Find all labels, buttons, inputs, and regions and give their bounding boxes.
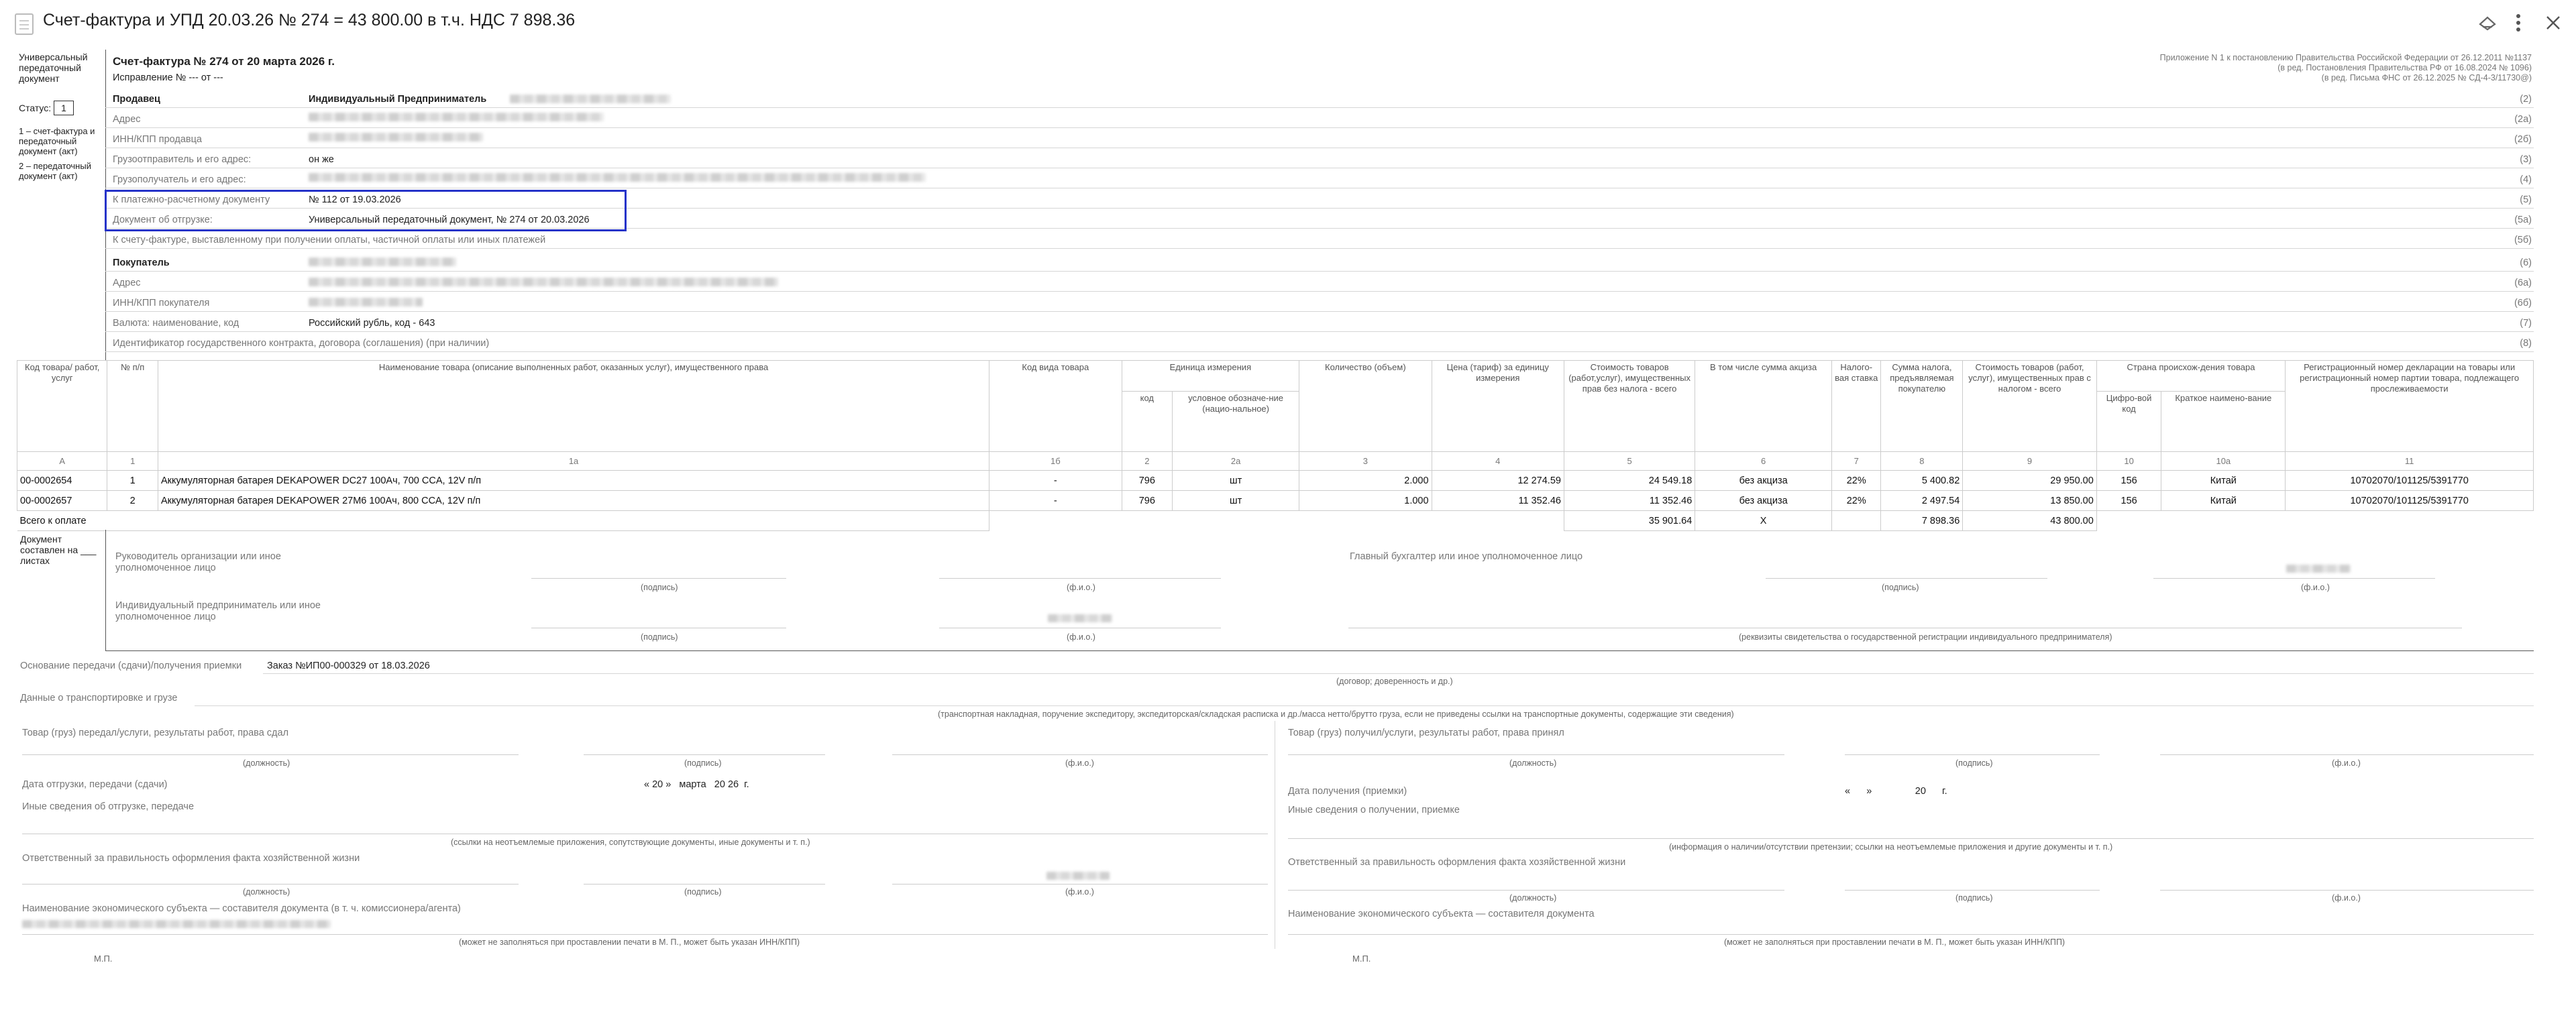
legal-note-2: (в ред. Постановления Правительства РФ от 16.08.2024 № 1096) xyxy=(2277,63,2532,72)
other-recv-line xyxy=(1288,838,2534,839)
invoice-row-label: Документ об отгрузке: xyxy=(113,215,213,225)
th-rate: Налого-вая ставка xyxy=(1831,361,1881,452)
ip-fio-cap: (ф.и.о.) xyxy=(1067,632,1095,642)
cell-unit: шт xyxy=(1173,471,1299,491)
invoice-row-line xyxy=(105,271,2534,272)
invoice-row-label: К платежно-расчетному документу xyxy=(113,194,270,205)
handed-pos-line xyxy=(22,754,519,755)
other-recv-label: Иные сведения о получении, приемке xyxy=(1288,805,1460,815)
highlight-box xyxy=(105,190,627,231)
received-sign-line xyxy=(1845,754,2100,755)
legal-note-1: Приложение N 1 к постановлению Правительства Российской Федерации от 26.12.2011 №1137 xyxy=(2159,53,2532,62)
invoice-row-code: (6) xyxy=(2520,258,2532,268)
index-cell: 5 xyxy=(1564,452,1695,471)
doc-type: Универсальный передаточный документ xyxy=(19,52,88,84)
other-ship-cap: (ссылки на неотъемлемые приложения, сопутствующие документы, иные документы и т. п.) xyxy=(451,838,810,847)
status-legend-1: 1 – счет-фактура и передаточный документ (акт) xyxy=(19,126,95,156)
resp-left-fio-cap: (ф.и.о.) xyxy=(1065,887,1094,897)
th-unit-name: условное обозначе-ние (нацио-нальное) xyxy=(1173,392,1299,452)
redacted-seller-address xyxy=(309,113,604,121)
basis-value: Заказ №ИП00-000329 от 18.03.2026 xyxy=(267,661,430,671)
invoice-row-value: Индивидуальный Предприниматель xyxy=(309,94,487,105)
invoice-row-line xyxy=(105,248,2534,249)
invoice-row-label: Идентификатор государственного контракта, договора (соглашения) (при наличии) xyxy=(113,338,490,349)
resp-right-pos-cap: (должность) xyxy=(1509,893,1557,903)
cell-qty: 1.000 xyxy=(1299,491,1432,511)
th-num: № п/п xyxy=(107,361,158,452)
invoice-row-label: Продавец xyxy=(113,94,160,105)
th-qty: Количество (объем) xyxy=(1299,361,1432,452)
invoice-row-label: Валюта: наименование, код xyxy=(113,318,239,329)
cell-qty: 2.000 xyxy=(1299,471,1432,491)
cell-code: 00-0002654 xyxy=(17,471,107,491)
entity-right-line xyxy=(1288,934,2534,935)
index-cell: 6 xyxy=(1695,452,1832,471)
cell-rate: 22% xyxy=(1831,471,1881,491)
index-cell: 11 xyxy=(2286,452,2534,471)
received-pos-line xyxy=(1288,754,1784,755)
transport-label: Данные о транспортировке и грузе xyxy=(20,693,178,703)
invoice-row-label: ИНН/КПП покупателя xyxy=(113,298,210,308)
invoice-row-line xyxy=(105,351,2534,352)
index-row xyxy=(17,452,2534,471)
cell-price: 11 352.46 xyxy=(1432,491,1564,511)
cell-country: Китай xyxy=(2161,491,2286,511)
invoice-row-label: Адрес xyxy=(113,114,141,125)
invoice-heading: Счет-фактура № 274 от 20 марта 2026 г. xyxy=(113,55,335,68)
invoice-row-code: (5б) xyxy=(2514,235,2532,245)
cell-country-code: 156 xyxy=(2096,471,2161,491)
invoice-row-label: ИНН/КПП продавца xyxy=(113,134,202,145)
resp-right-sign-cap: (подпись) xyxy=(1955,893,1993,903)
th-unit-code: код xyxy=(1122,392,1173,452)
other-ship-label: Иные сведения об отгрузке, передаче xyxy=(22,801,195,812)
ip-label: Индивидуальный предприниматель или иное уполномоченное лицо xyxy=(115,600,321,622)
goods-table xyxy=(17,360,2534,531)
cell-excise: без акциза xyxy=(1695,471,1832,491)
cell-total: 13 850.00 xyxy=(1963,491,2097,511)
table-row xyxy=(17,471,2534,491)
index-cell: 1 xyxy=(107,452,158,471)
head-sign-cap: (подпись) xyxy=(641,583,678,592)
received-label: Товар (груз) получил/услуги, результаты работ, права принял xyxy=(1288,728,1564,738)
index-cell: 10а xyxy=(2161,452,2286,471)
recv-date-value: « » 20 г. xyxy=(1845,786,1947,797)
invoice-row-code: (5) xyxy=(2520,194,2532,205)
th-excise: В том числе сумма акциза xyxy=(1695,361,1832,452)
invoice-row-value: Российский рубль, код - 643 xyxy=(309,318,435,329)
handed-label: Товар (груз) передал/услуги, результаты работ, права сдал xyxy=(22,728,289,738)
cell-decl: 10702070/101125/5391770 xyxy=(2286,471,2534,491)
th-decl: Регистрационный номер декларации на товары или регистрационный номер партии товара, подлежащего прослеживаемости xyxy=(2286,361,2534,452)
invoice-row-label: Адрес xyxy=(113,278,141,288)
status-label-text: Статус: xyxy=(19,103,52,113)
invoice-row-label: Грузоотправитель и его адрес: xyxy=(113,154,252,165)
invoice-row-value: Универсальный передаточный документ, № 274 от 20.03.2026 xyxy=(309,215,590,225)
th-unit: Единица измерения xyxy=(1122,361,1299,392)
th-kind: Код вида товара xyxy=(989,361,1122,452)
index-cell: 1б xyxy=(989,452,1122,471)
index-cell: А xyxy=(17,452,107,471)
redacted-consignee xyxy=(309,173,926,182)
cell-price: 12 274.59 xyxy=(1432,471,1564,491)
entity-left-label: Наименование экономического субъекта — составителя документа (в т. ч. комиссионера/агента) xyxy=(22,903,461,914)
recv-date-label: Дата получения (приемки) xyxy=(1288,786,1407,797)
requisites-cap: (реквизиты свидетельства о государственной регистрации индивидуального предпринимателя) xyxy=(1739,632,2112,642)
cell-decl: 10702070/101125/5391770 xyxy=(2286,491,2534,511)
invoice-row-line xyxy=(105,311,2534,312)
status-legend-2: 2 – передаточный документ (акт) xyxy=(19,161,91,181)
received-fio-cap: (ф.и.о.) xyxy=(2332,758,2361,768)
invoice-row-code: (5а) xyxy=(2514,215,2532,225)
basis-label: Основание передачи (сдачи)/получения приемки xyxy=(20,661,242,671)
acc-fio-line xyxy=(2153,578,2435,579)
total-cost: 35 901.64 xyxy=(1564,511,1695,531)
resp-right-fio-line xyxy=(2160,890,2534,891)
status-label xyxy=(19,101,74,115)
invoice-row-label: К счету-фактуре, выставленному при получении оплаты, частичной оплаты или иных платежей xyxy=(113,235,546,245)
th-country-name: Краткое наимено-вание xyxy=(2161,392,2286,452)
mp-left: М.П. xyxy=(94,954,113,964)
index-cell: 3 xyxy=(1299,452,1432,471)
status-box: 1 xyxy=(54,101,74,115)
document-icon xyxy=(15,13,34,35)
th-code: Код товара/ работ, услуг xyxy=(17,361,107,452)
invoice-row-code: (2а) xyxy=(2514,114,2532,125)
cell-total: 29 950.00 xyxy=(1963,471,2097,491)
cell-country: Китай xyxy=(2161,471,2286,491)
entity-left-cap: (может не заполняться при проставлении печати в М. П., может быть указан ИНН/КПП) xyxy=(459,937,800,947)
redacted-seller-name xyxy=(510,95,671,103)
invoice-row-code: (2) xyxy=(2520,94,2532,105)
redacted-ip-fio xyxy=(1048,614,1112,622)
head-fio-cap: (ф.и.о.) xyxy=(1067,583,1095,592)
invoice-row-code: (6а) xyxy=(2514,278,2532,288)
acc-fio-cap: (ф.и.о.) xyxy=(2301,583,2330,592)
chief-acc-label: Главный бухгалтер или иное уполномоченное лицо xyxy=(1350,551,1583,562)
index-cell: 9 xyxy=(1963,452,2097,471)
invoice-row-line xyxy=(105,127,2534,128)
resp-left-fio-line xyxy=(892,884,1268,885)
index-cell: 8 xyxy=(1881,452,1963,471)
resp-left-pos-cap: (должность) xyxy=(243,887,290,897)
head-sign-line xyxy=(531,578,786,579)
total-tax: 7 898.36 xyxy=(1881,511,1963,531)
cell-kind: - xyxy=(989,471,1122,491)
invoice-row-line xyxy=(105,107,2534,108)
index-cell: 1а xyxy=(158,452,989,471)
ship-date-value: « 20 » марта 20 26 г. xyxy=(644,779,749,790)
cell-cost: 24 549.18 xyxy=(1564,471,1695,491)
invoice-row-code: (4) xyxy=(2520,174,2532,185)
total-sum: 43 800.00 xyxy=(1963,511,2097,531)
redacted-acc-fio xyxy=(2286,565,2351,573)
invoice-row-code: (7) xyxy=(2520,318,2532,329)
th-price: Цена (тариф) за единицу измерения xyxy=(1432,361,1564,452)
index-cell: 2а xyxy=(1173,452,1299,471)
close-icon[interactable] xyxy=(2540,9,2567,36)
doc-pages: Документ составлен на ___ листах xyxy=(20,534,97,566)
th-country-code: Цифро-вой код xyxy=(2096,392,2161,452)
cell-num: 1 xyxy=(107,471,158,491)
cell-code: 00-0002657 xyxy=(17,491,107,511)
cell-unit: шт xyxy=(1173,491,1299,511)
redacted-seller-inn xyxy=(309,133,483,141)
total-label: Всего к оплате xyxy=(17,511,989,531)
redacted-buyer-inn xyxy=(309,298,423,306)
resp-left-sign-cap: (подпись) xyxy=(684,887,722,897)
cell-name: Аккумуляторная батарея DEKAPOWER DC27 100Ач, 700 CCA, 12V п/п xyxy=(158,471,989,491)
handed-pos-cap: (должность) xyxy=(243,758,290,768)
invoice-row-line xyxy=(105,291,2534,292)
invoice-row-value: № 112 от 19.03.2026 xyxy=(309,194,401,205)
cell-unit-code: 796 xyxy=(1122,491,1173,511)
total-excise: Х xyxy=(1695,511,1832,531)
entity-right-label: Наименование экономического субъекта — составителя документа xyxy=(1288,909,1595,919)
cell-rate: 22% xyxy=(1831,491,1881,511)
cell-excise: без акциза xyxy=(1695,491,1832,511)
th-name: Наименование товара (описание выполненных работ, оказанных услуг), имущественного права xyxy=(158,361,989,452)
received-fio-line xyxy=(2160,754,2534,755)
cell-country-code: 156 xyxy=(2096,491,2161,511)
cell-tax: 5 400.82 xyxy=(1881,471,1963,491)
redacted-buyer-address xyxy=(309,278,778,286)
other-recv-cap: (информация о наличии/отсутствии претензии; ссылки на неотъемлемые приложения и другие документы и т. п.) xyxy=(1669,842,2113,852)
index-cell: 7 xyxy=(1831,452,1881,471)
redacted-entity-left xyxy=(22,920,331,928)
redacted-resp-left xyxy=(1046,872,1110,880)
legal-note-3: (в ред. Письма ФНС от 26.12.2025 № СД-4-3/11730@) xyxy=(2321,73,2532,82)
resp-right-pos-line xyxy=(1288,890,1784,891)
correction-line: Исправление № --- от --- xyxy=(113,72,223,83)
total-row xyxy=(17,511,2534,531)
resp-left-sign-line xyxy=(584,884,825,885)
resp-right-sign-line xyxy=(1845,890,2100,891)
index-cell: 4 xyxy=(1432,452,1564,471)
index-cell: 10 xyxy=(2096,452,2161,471)
cell-cost: 11 352.46 xyxy=(1564,491,1695,511)
ip-sign-cap: (подпись) xyxy=(641,632,678,642)
sig-bottom-line xyxy=(105,650,2534,651)
acc-sign-line xyxy=(1766,578,2047,579)
invoice-row-code: (6б) xyxy=(2514,298,2532,308)
th-country: Страна происхож-дения товара xyxy=(2096,361,2285,392)
head-fio-line xyxy=(939,578,1221,579)
sig-divider xyxy=(105,530,106,650)
window-title: Счет-фактура и УПД 20.03.26 № 274 = 43 800.00 в т.ч. НДС 7 898.36 xyxy=(43,11,576,30)
cell-name: Аккумуляторная батарея DEKAPOWER 27M6 100Ач, 800 CCA, 12V п/п xyxy=(158,491,989,511)
handed-fio-line xyxy=(892,754,1268,755)
acc-sign-cap: (подпись) xyxy=(1882,583,1919,592)
redacted-buyer-name xyxy=(309,258,456,266)
index-cell: 2 xyxy=(1122,452,1173,471)
cell-tax: 2 497.54 xyxy=(1881,491,1963,511)
handed-fio-cap: (ф.и.о.) xyxy=(1065,758,1094,768)
handed-sign-cap: (подпись) xyxy=(684,758,722,768)
th-tax: Сумма налога, предъявляемая покупателю xyxy=(1881,361,1963,452)
invoice-row-code: (8) xyxy=(2520,338,2532,349)
basis-cap: (договор; доверенность и др.) xyxy=(1336,677,1453,686)
invoice-row-code: (2б) xyxy=(2514,134,2532,145)
transport-cap: (транспортная накладная, поручение экспедитору, экспедиторская/складская расписка и др./масса нетто/брутто груза, если не приведены ссылки на транспортные документы, содержащие эти сведения) xyxy=(938,709,1734,719)
head-org-label: Руководитель организации или иное уполномоченное лицо xyxy=(115,551,281,573)
entity-right-cap: (может не заполняться при проставлении печати в М. П., может быть указан ИНН/КПП) xyxy=(1724,937,2065,947)
invoice-row-line xyxy=(105,331,2534,332)
mp-right: М.П. xyxy=(1352,954,1371,964)
invoice-row-label: Покупатель xyxy=(113,258,170,268)
basis-line xyxy=(263,673,2534,674)
window-header xyxy=(0,0,2576,44)
cell-kind: - xyxy=(989,491,1122,511)
resp-left-label: Ответственный за правильность оформления факта хозяйственной жизни xyxy=(22,853,360,864)
invoice-row-value: он же xyxy=(309,154,334,165)
transport-line xyxy=(195,705,2534,706)
resp-right-fio-cap: (ф.и.о.) xyxy=(2332,893,2361,903)
received-sign-cap: (подпись) xyxy=(1955,758,1993,768)
cell-num: 2 xyxy=(107,491,158,511)
print-icon[interactable] xyxy=(2474,9,2501,36)
th-cost: Стоимость товаров (работ,услуг), имущественных прав без налога - всего xyxy=(1564,361,1695,452)
entity-left-line xyxy=(22,934,1268,935)
resp-left-pos-line xyxy=(22,884,519,885)
invoice-row-label: Грузополучатель и его адрес: xyxy=(113,174,246,185)
received-pos-cap: (должность) xyxy=(1509,758,1557,768)
ship-date-label: Дата отгрузки, передачи (сдачи) xyxy=(22,779,168,790)
table-row xyxy=(17,491,2534,511)
cell-unit-code: 796 xyxy=(1122,471,1173,491)
more-vert-icon[interactable] xyxy=(2505,9,2532,36)
th-total: Стоимость товаров (работ, услуг), имущественных прав с налогом - всего xyxy=(1963,361,2097,452)
handed-sign-line xyxy=(584,754,825,755)
invoice-row-code: (3) xyxy=(2520,154,2532,165)
resp-right-label: Ответственный за правильность оформления факта хозяйственной жизни xyxy=(1288,857,1626,868)
